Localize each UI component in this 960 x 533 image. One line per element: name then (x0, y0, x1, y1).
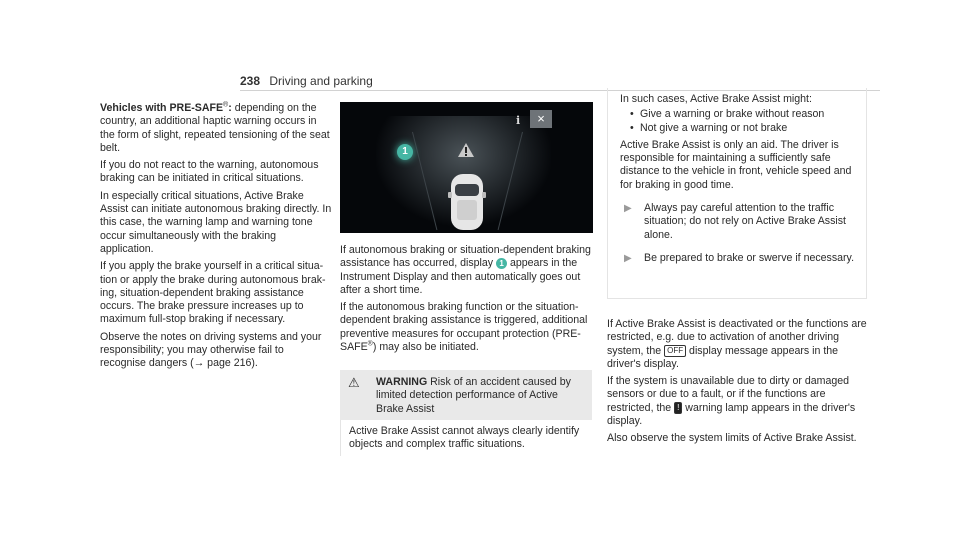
continuation-box-content (608, 88, 866, 270)
step-arrow-icon: ▶ (624, 252, 632, 264)
box-intro: In such cases, Active Brake Assist might: (620, 93, 812, 105)
unavailable-text-b: warning lamp appears in the driver's display. (607, 401, 856, 428)
paragraph-critical: In especially critical situations, Active Brake Assist can initiate autonomous braking directly. In this case, the warning lamp and warning tone occur simultaneously with the braking application. (100, 189, 332, 255)
list-item: • Not give a warning or not brake (630, 122, 854, 135)
pre-safe-text-a: If the autonomous braking function or the situation-dependent braking assistance is triggered, additional preventive measures for occupant protection (PRE-SAFE (340, 301, 588, 354)
column-right (607, 318, 867, 450)
callout-1-icon: 1 (397, 144, 413, 160)
warning-label: WARNING (376, 376, 428, 388)
warning-body: Active Brake Assist cannot always clearly identify objects and complex traffic situations. (340, 420, 592, 457)
box-bullet-list (620, 108, 854, 135)
display-text-a: If autonomous braking or situation-dependent braking assistance has occurred, display (340, 244, 591, 270)
page-reference-link[interactable]: page 216). (204, 357, 258, 370)
deactivated-text-a: If Active Brake Assist is deactivated or the functions are restricted, e.g. due to activation of another driving system, the (607, 318, 867, 357)
abs-off-icon: OFF (664, 345, 686, 357)
pre-safe-text: depending on the country, an additional haptic warning occurs in the form of slight, repeated tensioning of the seat belt. (100, 102, 330, 154)
list-item: • Give a warning or brake without reason (630, 108, 854, 121)
warning-header-text (348, 376, 584, 416)
vehicle-ahead-icon (448, 172, 486, 230)
column-left (100, 102, 332, 375)
continuation-box (607, 88, 867, 299)
page-header (240, 74, 373, 88)
pre-safe-text-b: ) may also be initiated. (372, 341, 479, 354)
close-icon: × (530, 110, 552, 128)
section-title: Driving and parking (269, 74, 373, 88)
box-aid-paragraph: Active Brake Assist is only an aid. The driver is responsible for maintaining a sufficiently safe distance to the vehicle in front, vehicle speed and for braking in good time. (620, 138, 852, 191)
step-text: Always pay careful attention to the traffic situation; do not rely on Active Brake Assist alone. (644, 202, 846, 241)
step-text: Be prepared to brake or swerve if necessary. (644, 251, 855, 264)
warning-box (340, 370, 592, 454)
paragraph-deactivated (607, 318, 867, 371)
pre-safe-lead: Vehicles with PRE-SAFE (100, 102, 224, 114)
info-icon: i (516, 114, 521, 127)
unavailable-text-a: If the system is unavailable due to dirty or damaged sensors or due to a fault, or if the functions are restricted, the (607, 375, 850, 414)
paragraph-no-react: If you do not react to the warning, autonomous braking can be initiated in critical situations. (100, 159, 319, 185)
paragraph-display (340, 244, 598, 297)
warning-triangle-icon (457, 142, 475, 158)
callout-1-inline-icon: 1 (496, 258, 507, 269)
pre-safe-paragraph (100, 102, 332, 155)
registered-mark: ® (223, 101, 229, 109)
instruction-step (620, 252, 854, 265)
column-middle (340, 244, 598, 358)
registered-mark-2: ® (367, 340, 373, 348)
display-text-b: appears in the Instrument Display and then automatically goes out after a short time. (340, 257, 581, 296)
instruction-step (620, 202, 854, 242)
deactivated-text-b: display message appears in the driver's display. (607, 344, 839, 370)
warning-lamp-icon: ! (674, 402, 682, 414)
lead-colon: : (228, 102, 232, 114)
warning-header (340, 370, 592, 420)
warning-title: Risk of an accident caused by limited detection performance of Active Brake Assist (376, 376, 571, 415)
paragraph-system-limits: Also observe the system limits of Active Brake Assist. (607, 432, 857, 445)
ref-arrow: → (193, 357, 205, 370)
paragraph-apply-brake: If you apply the brake yourself in a critical situation or apply the brake during autonomous braking, situation-dependent braking assistance occurs. The brake pressure increases up to maximum full-stop braking if necessary. (100, 260, 326, 326)
warning-triangle-icon: ⚠ (348, 375, 360, 390)
paragraph-unavailable (607, 375, 867, 428)
paragraph-observe (100, 331, 332, 371)
observe-text: Observe the notes on driving systems and your responsibility; you may otherwise fail to recognise dangers ( (100, 330, 322, 370)
step-arrow-icon: ▶ (624, 203, 632, 215)
paragraph-pre-safe (340, 301, 598, 354)
instrument-display-image (340, 102, 593, 233)
page-number: 238 (240, 74, 261, 88)
